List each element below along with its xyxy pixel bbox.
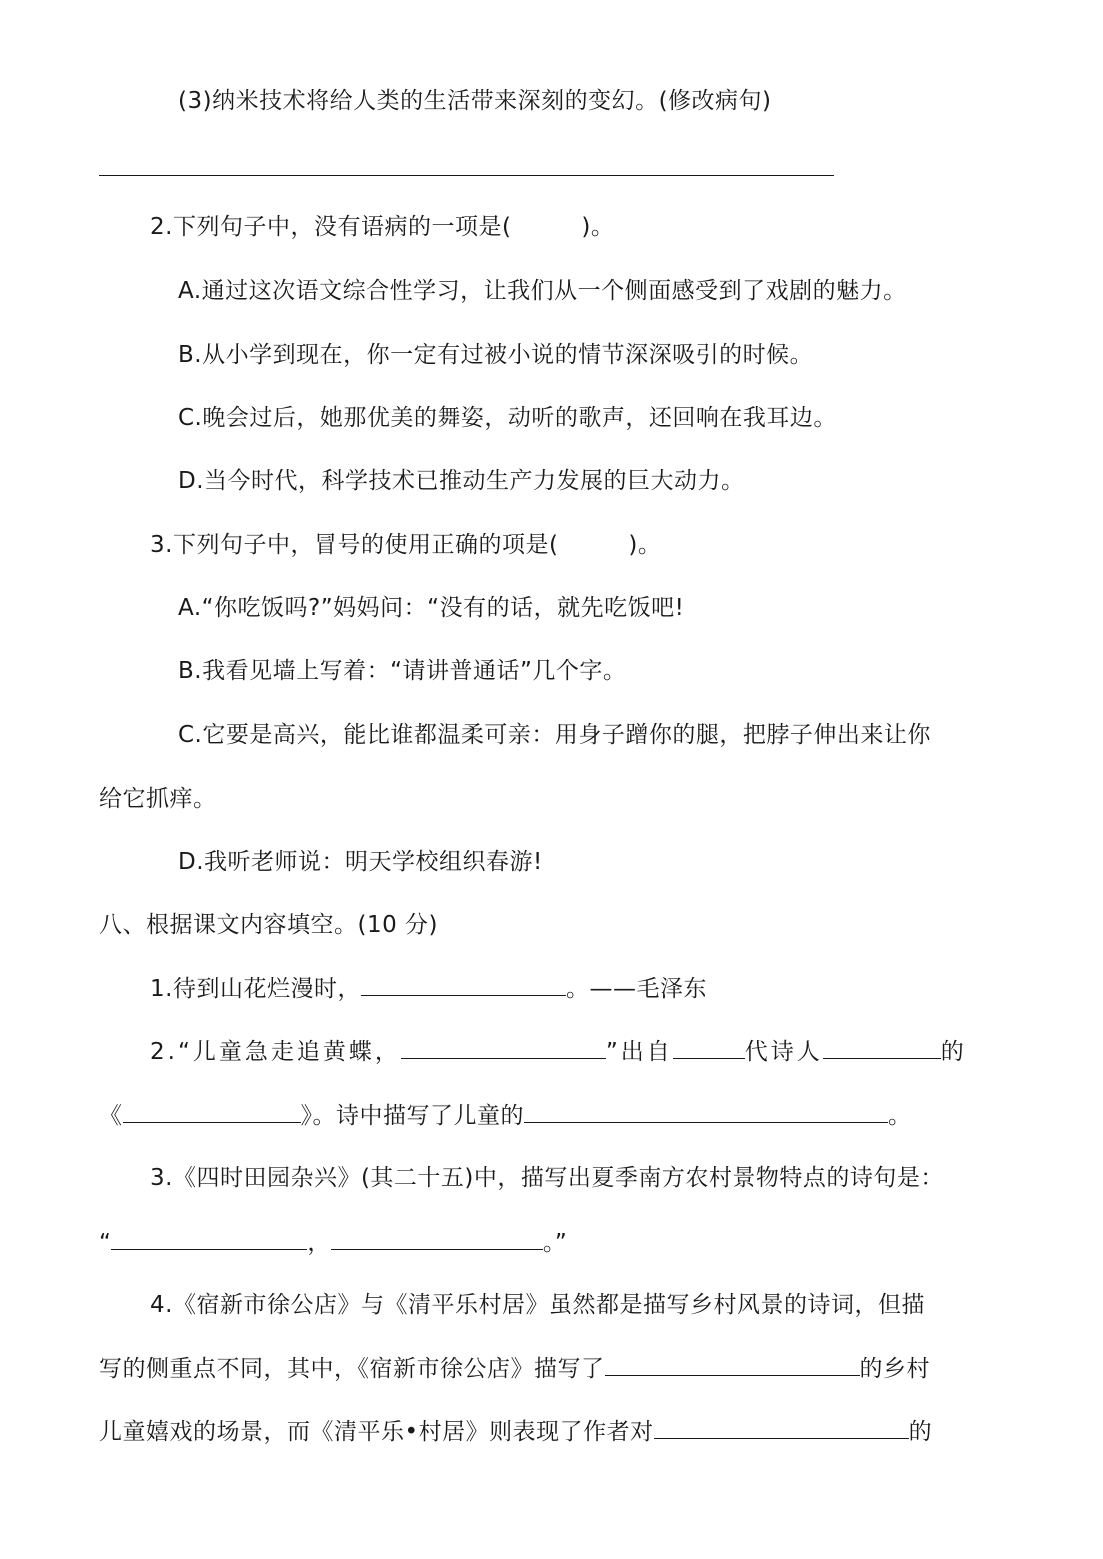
fill-blank[interactable] (361, 973, 566, 996)
q7-q2-option-a: A.通过这次语文综合性学习，让我们从一个侧面感受到了戏剧的魅力。 (178, 278, 907, 304)
fill-blank[interactable] (654, 1416, 909, 1439)
fill-blank[interactable] (823, 1036, 941, 1059)
fill-blank[interactable] (524, 1100, 888, 1123)
fill-blank[interactable] (111, 1227, 307, 1250)
fill-blank[interactable] (673, 1036, 745, 1059)
q7-q3-option-a: A.“你吃饭吗?”妈妈问：“没有的话，就先吃饭吧! (178, 595, 685, 621)
q8-item-2-cont: 《 》。诗中描写了儿童的 。 (99, 1100, 912, 1131)
q7-question-2-stem: 2.下列句子中，没有语病的一项是( )。 (150, 214, 615, 240)
q7-q2-option-d: D.当今时代，科学技术已推动生产力发展的巨大动力。 (178, 468, 745, 494)
answer-line[interactable] (99, 175, 834, 176)
q7-q3-option-d: D.我听老师说：明天学校组织春游! (178, 849, 543, 875)
q7-q3-option-c-cont: 给它抓痒。 (99, 786, 217, 812)
q7-question-3-stem: 3.下列句子中，冒号的使用正确的项是( )。 (150, 532, 662, 558)
q8-item-3-cont: “ ， 。” (99, 1227, 567, 1258)
section-8-heading: 八、根据课文内容填空。(10 分) (99, 912, 439, 938)
q7-sentence-3: (3)纳米技术将给人类的生活带来深刻的变幻。(修改病句) (178, 88, 772, 114)
q8-item-4-cont-2: 儿童嬉戏的场景，而《清平乐•村居》则表现了作者对 的 (99, 1416, 932, 1447)
q8-item-1: 1.待到山花烂漫时， 。——毛泽东 (150, 973, 707, 1004)
q7-q2-option-b: B.从小学到现在，你一定有过被小说的情节深深吸引的时候。 (178, 342, 814, 368)
q8-item-3: 3.《四时田园杂兴》(其二十五)中，描写出夏季南方农村景物特点的诗句是： (150, 1165, 944, 1191)
fill-blank[interactable] (331, 1227, 543, 1250)
q8-item-2: 2.“儿童急走追黄蝶， ”出自 代诗人 的 (150, 1036, 967, 1067)
q7-q3-option-b: B.我看见墙上写着：“请讲普通话”几个字。 (178, 658, 627, 684)
q8-item-4: 4.《宿新市徐公店》与《清平乐村居》虽然都是描写乡村风景的诗词，但描 (150, 1292, 925, 1318)
fill-blank[interactable] (605, 1353, 860, 1376)
fill-blank[interactable] (123, 1100, 301, 1123)
q7-q3-option-c: C.它要是高兴，能比谁都温柔可亲：用身子蹭你的腿，把脖子伸出来让你 (178, 722, 931, 748)
q7-q2-option-c: C.晚会过后，她那优美的舞姿，动听的歌声，还回响在我耳边。 (178, 405, 837, 431)
fill-blank[interactable] (401, 1036, 606, 1059)
q8-item-4-cont-1: 写的侧重点不同，其中，《宿新市徐公店》描写了 的乡村 (99, 1353, 930, 1384)
